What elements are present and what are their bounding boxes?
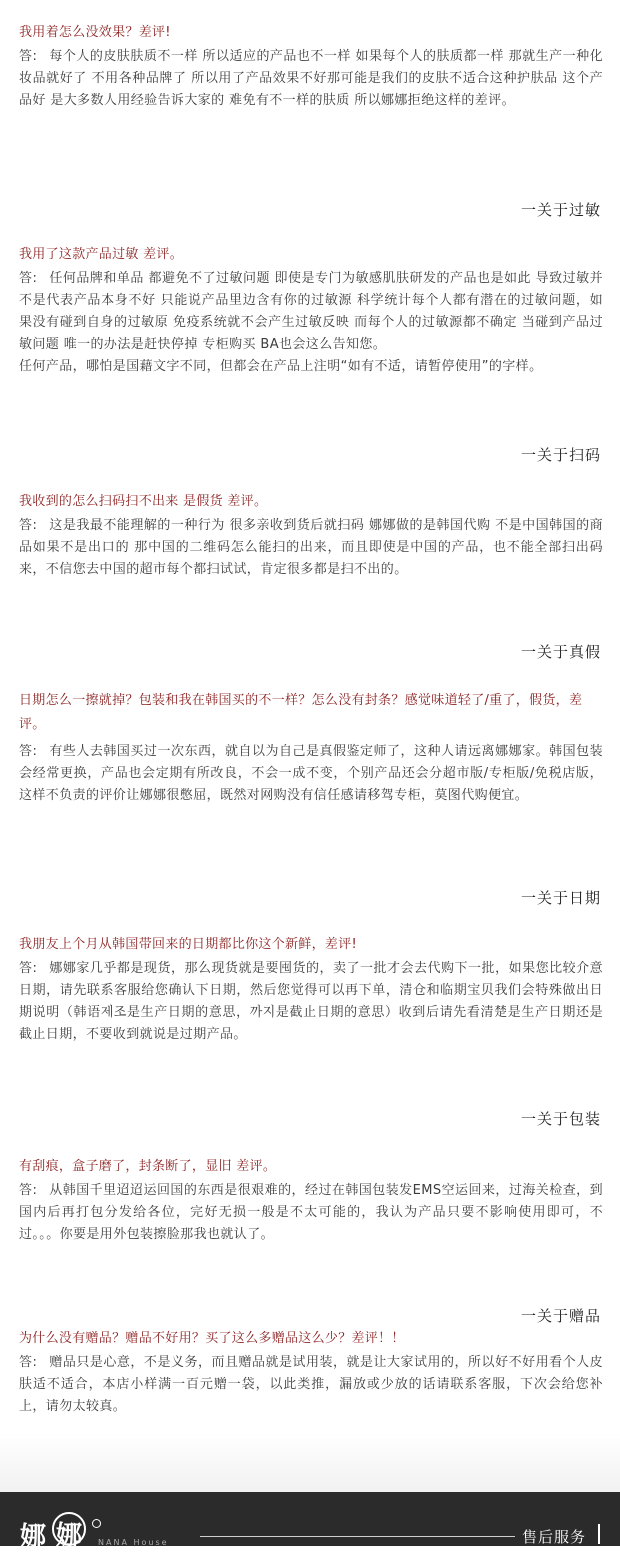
section-heading-date: 一关于日期 [520,889,601,907]
faq-question: 我朋友上个月从韩国带回来的日期都比你这个新鲜，差评! [19,937,358,952]
section-heading-allergy: 一关于过敏 [520,201,601,219]
faq-item [19,936,603,1046]
logo-char-2: 娜 [56,1521,83,1551]
faq-question: 我收到的怎么扫码扫不出来 是假货 差评。 [19,494,268,509]
faq-question: 日期怎么一擦就掉？包装和我在韩国买的不一样？怎么没有封条？感觉味道轻了/重了，假货，差评。 [19,693,583,732]
faq-answer [19,1180,603,1246]
answer-prefix: 答: [19,49,38,64]
faq-item [19,1158,603,1246]
footer-accent-bar [598,1524,600,1544]
faq-answer [19,1352,603,1418]
footer-fade [0,1432,620,1492]
answer-text: 从韩国千里迢迢运回国的东西是很艰难的，经过在韩国包装发EMS空运回来，过海关检查，到国内后再打包分发给各位，完好无损一般是不太可能的，我认为产品只要不影响使用即可，不过。。。你要是用外包装擦脸那我也就认了。 [19,1183,604,1242]
answer-prefix: 答: [19,1355,38,1370]
logo-char-1: 娜 [20,1522,47,1552]
faq-item [19,1330,603,1418]
faq-answer [19,741,603,807]
faq-question: 我用了这款产品过敏 差评。 [19,247,184,262]
section-heading-packaging: 一关于包装 [520,1110,601,1128]
section-heading-scan-code: 一关于扫码 [520,446,601,464]
answer-text: 有些人去韩国买过一次东西，就自以为自己是真假鉴定师了，这种人请远离娜娜家。韩国包装会经常更换，产品也会定期有所改良，不会一成不变，个别产品还会分超市版/专柜版/免税店版，这样不负责的评价让娜娜很憋屈，既然对网购没有信任感请移驾专柜，莫图代购便宜。 [19,744,603,803]
section-heading-gifts: 一关于赠品 [520,1307,601,1325]
faq-answer [19,515,603,581]
footer-brand: NANA House [98,1538,169,1547]
faq-item [19,246,603,378]
faq-answer [19,46,603,112]
answer-prefix: 答: [19,961,38,976]
answer-text: 娜娜家几乎都是现货，那么现货就是要囤货的，卖了一批才会去代购下一批，如果您比较介意日期，请先联系客服给您确认下日期，然后您觉得可以再下单，清仓和临期宝贝我们会特殊做出日期说明（韩语제조是生产日期的意思，까지是截止日期的意思）收到后请先看清楚是生产日期还是截止日期，不要收到就说是过期产品。 [19,961,603,1042]
faq-item [19,689,603,807]
faq-item [19,24,603,112]
answer-text: 任何品牌和单品 都避免不了过敏问题 即使是专门为敏感肌肤研发的产品也是如此 导致过敏并不是代表产品本身不好 只能说产品里边含有你的过敏源 科学统计每个人都有潜在的过敏问题，如果没有碰到自身的过敏原 免疫系统就不会产生过敏反映 而每个人的过敏源都不确定 当碰到产品过敏问题 唯一的办法是赶快停掉 专柜购买 BA也会这么告知您。 [19,271,603,352]
answer-prefix: 答: [19,744,38,759]
section-heading-authenticity: 一关于真假 [520,643,601,661]
registered-mark-icon [92,1519,101,1528]
faq-item [19,493,603,581]
footer-title: 售后服务 [522,1528,587,1546]
faq-question: 有刮痕，盒子磨了，封条断了，显旧 差评。 [19,1159,277,1174]
answer-text: 每个人的皮肤肤质不一样 所以适应的产品也不一样 如果每个人的肤质都一样 那就生产一种化妆品就好了 不用各种品牌了 所以用了产品效果不好那可能是我们的皮肤不适合这种护肤品 这个产品好 是大多数人用经验告诉大家的 难免有不一样的肤质 所以娜娜拒绝这样的差评。 [19,49,603,108]
answer-prefix: 答: [19,1183,38,1198]
answer-text: 赠品只是心意，不是义务，而且赠品就是试用装，就是让大家试用的，所以好不好用看个人皮肤适不适合，本店小样满一百元赠一袋，以此类推，漏放或少放的话请联系客服，下次会给您补上，请勿太较真。 [19,1355,603,1414]
footer-divider [200,1536,515,1537]
answer-prefix: 答: [19,518,38,533]
faq-question: 为什么没有赠品？赠品不好用？买了这么多赠品这么少？差评！！ [19,1331,405,1346]
faq-answer [19,268,603,378]
faq-answer [19,958,603,1046]
answer-prefix: 答: [19,271,38,286]
answer-text: 这是我最不能理解的一种行为 很多亲收到货后就扫码 娜娜做的是韩国代购 不是中国韩国的商品如果不是出口的 那中国的二维码怎么能扫的出来，而且即使是中国的产品，也不能全部扫出码来，不信您去中国的超市每个都扫试试，肯定很多都是扫不出的。 [19,518,603,577]
faq-question: 我用着怎么没效果？差评! [19,25,171,40]
answer-text: 任何产品，哪怕是国藉文字不同，但都会在产品上注明“如有不适，请暂停使用”的字样。 [19,359,543,374]
